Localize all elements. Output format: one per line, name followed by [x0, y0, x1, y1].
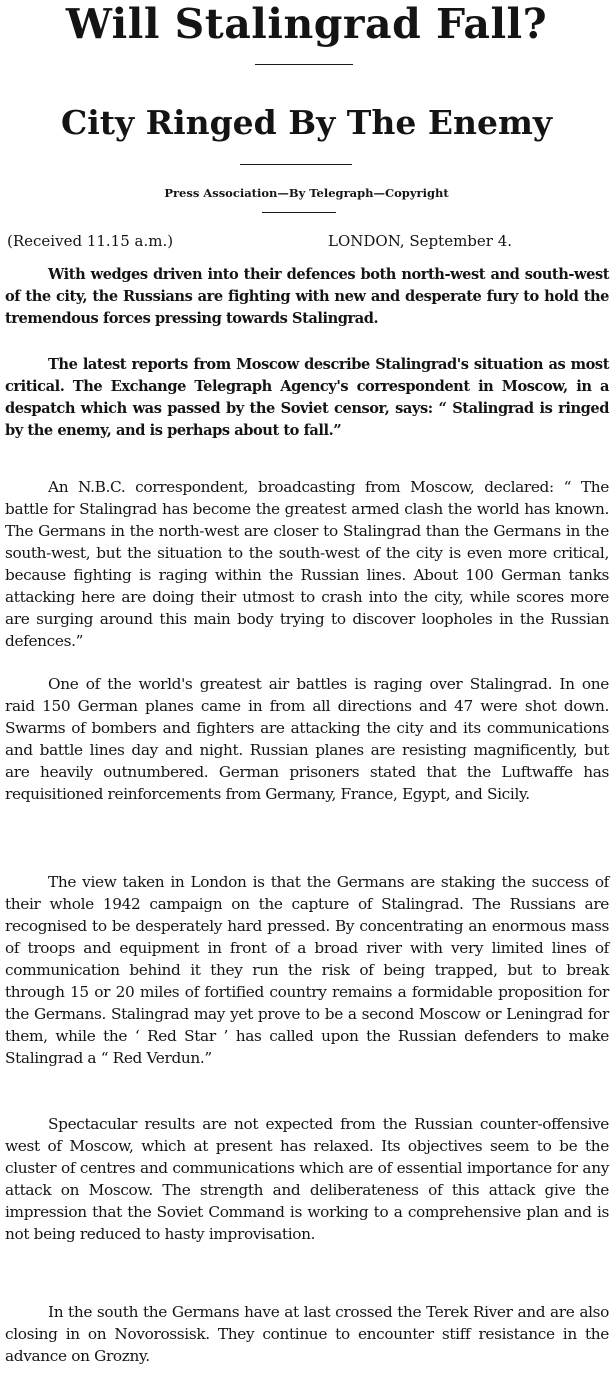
subheadline: City Ringed By The Enemy: [60, 103, 553, 142]
credit-divider: [262, 212, 336, 213]
body-paragraph: The view taken in London is that the Germans are staking the success of their whole 1942 campaign on the capture of Stalingrad. The Russians are recognised to be desperately hard pressed. By concentrating an enormous mass of troops and equipment in front of a broad river with very limited lines of communication behind it they run the risk of being trapped, but to break through 15 or 20 miles of fortified country remains a formidable proposition for the Germans. Stalingrad may yet prove to be a second Moscow or Leningrad for them, while the ‘ Red Star ’ has called upon the Russian defenders to make Stalingrad a “ Red Verdun.”: [5, 873, 609, 1067]
dateline: LONDON, September 4.: [328, 232, 513, 250]
body-paragraph: One of the world's greatest air battles is raging over Stalingrad. In one raid 150 German planes came in from all directions and 47 were shot down. Swarms of bombers and fighters are attacking the city and its communications and battle lines day and night. Russian planes are resisting magnificently, but are heavily outnumbered. German prisoners stated that the Luftwaffe has requisitioned reinforcements from Germany, France, Egypt, and Sicily.: [5, 675, 609, 803]
body-paragraph: Spectacular results are not expected from the Russian counter-offensive west of Moscow, which at present has relaxed. Its objectives seem to be the cluster of centres and communications which are of essential importance for any attack on Moscow. The strength and deliberateness of this attack give the impression that the Soviet Command is working to a comprehensive plan and is not being reduced to hasty improvisation.: [5, 1115, 609, 1243]
wire-credit: Press Association—By Telegraph—Copyright: [164, 186, 449, 200]
body-paragraph: In the south the Germans have at last crossed the Terek River and are also closing in on Novorossisk. They continue to encounter stiff resistance in the advance on Grozny.: [5, 1303, 609, 1365]
subheadline-divider: [240, 164, 352, 165]
received-time: (Received 11.15 a.m.): [7, 232, 174, 250]
body-paragraph: An N.B.C. correspondent, broadcasting from Moscow, declared: “ The battle for Stalingrad has become the greatest armed clash the world has known. The Germans in the north-west are closer to Stalingrad than the Germans in the south-west, but the situation to the south-west of the city is even more critical, because fighting is raging within the Russian lines. About 100 German tanks attacking here are doing their utmost to crash into the city, while scores more are surging around this main body trying to discover loopholes in the Russian defences.”: [5, 478, 609, 650]
headline: Will Stalingrad Fall?: [65, 0, 548, 48]
lead-paragraph: With wedges driven into their defences both north-west and south-west of the city, the Russians are fighting with new and desperate fury to hold the tremendous forces pressing towards Stalingrad.: [5, 266, 609, 327]
headline-divider: [255, 64, 353, 65]
second-paragraph: The latest reports from Moscow describe Stalingrad's situation as most critical. The Exchange Telegraph Agency's correspondent in Moscow, in a despatch which was passed by the Soviet censor, says: “ Stalingrad is ringed by the enemy, and is perhaps about to fall.”: [5, 356, 609, 439]
